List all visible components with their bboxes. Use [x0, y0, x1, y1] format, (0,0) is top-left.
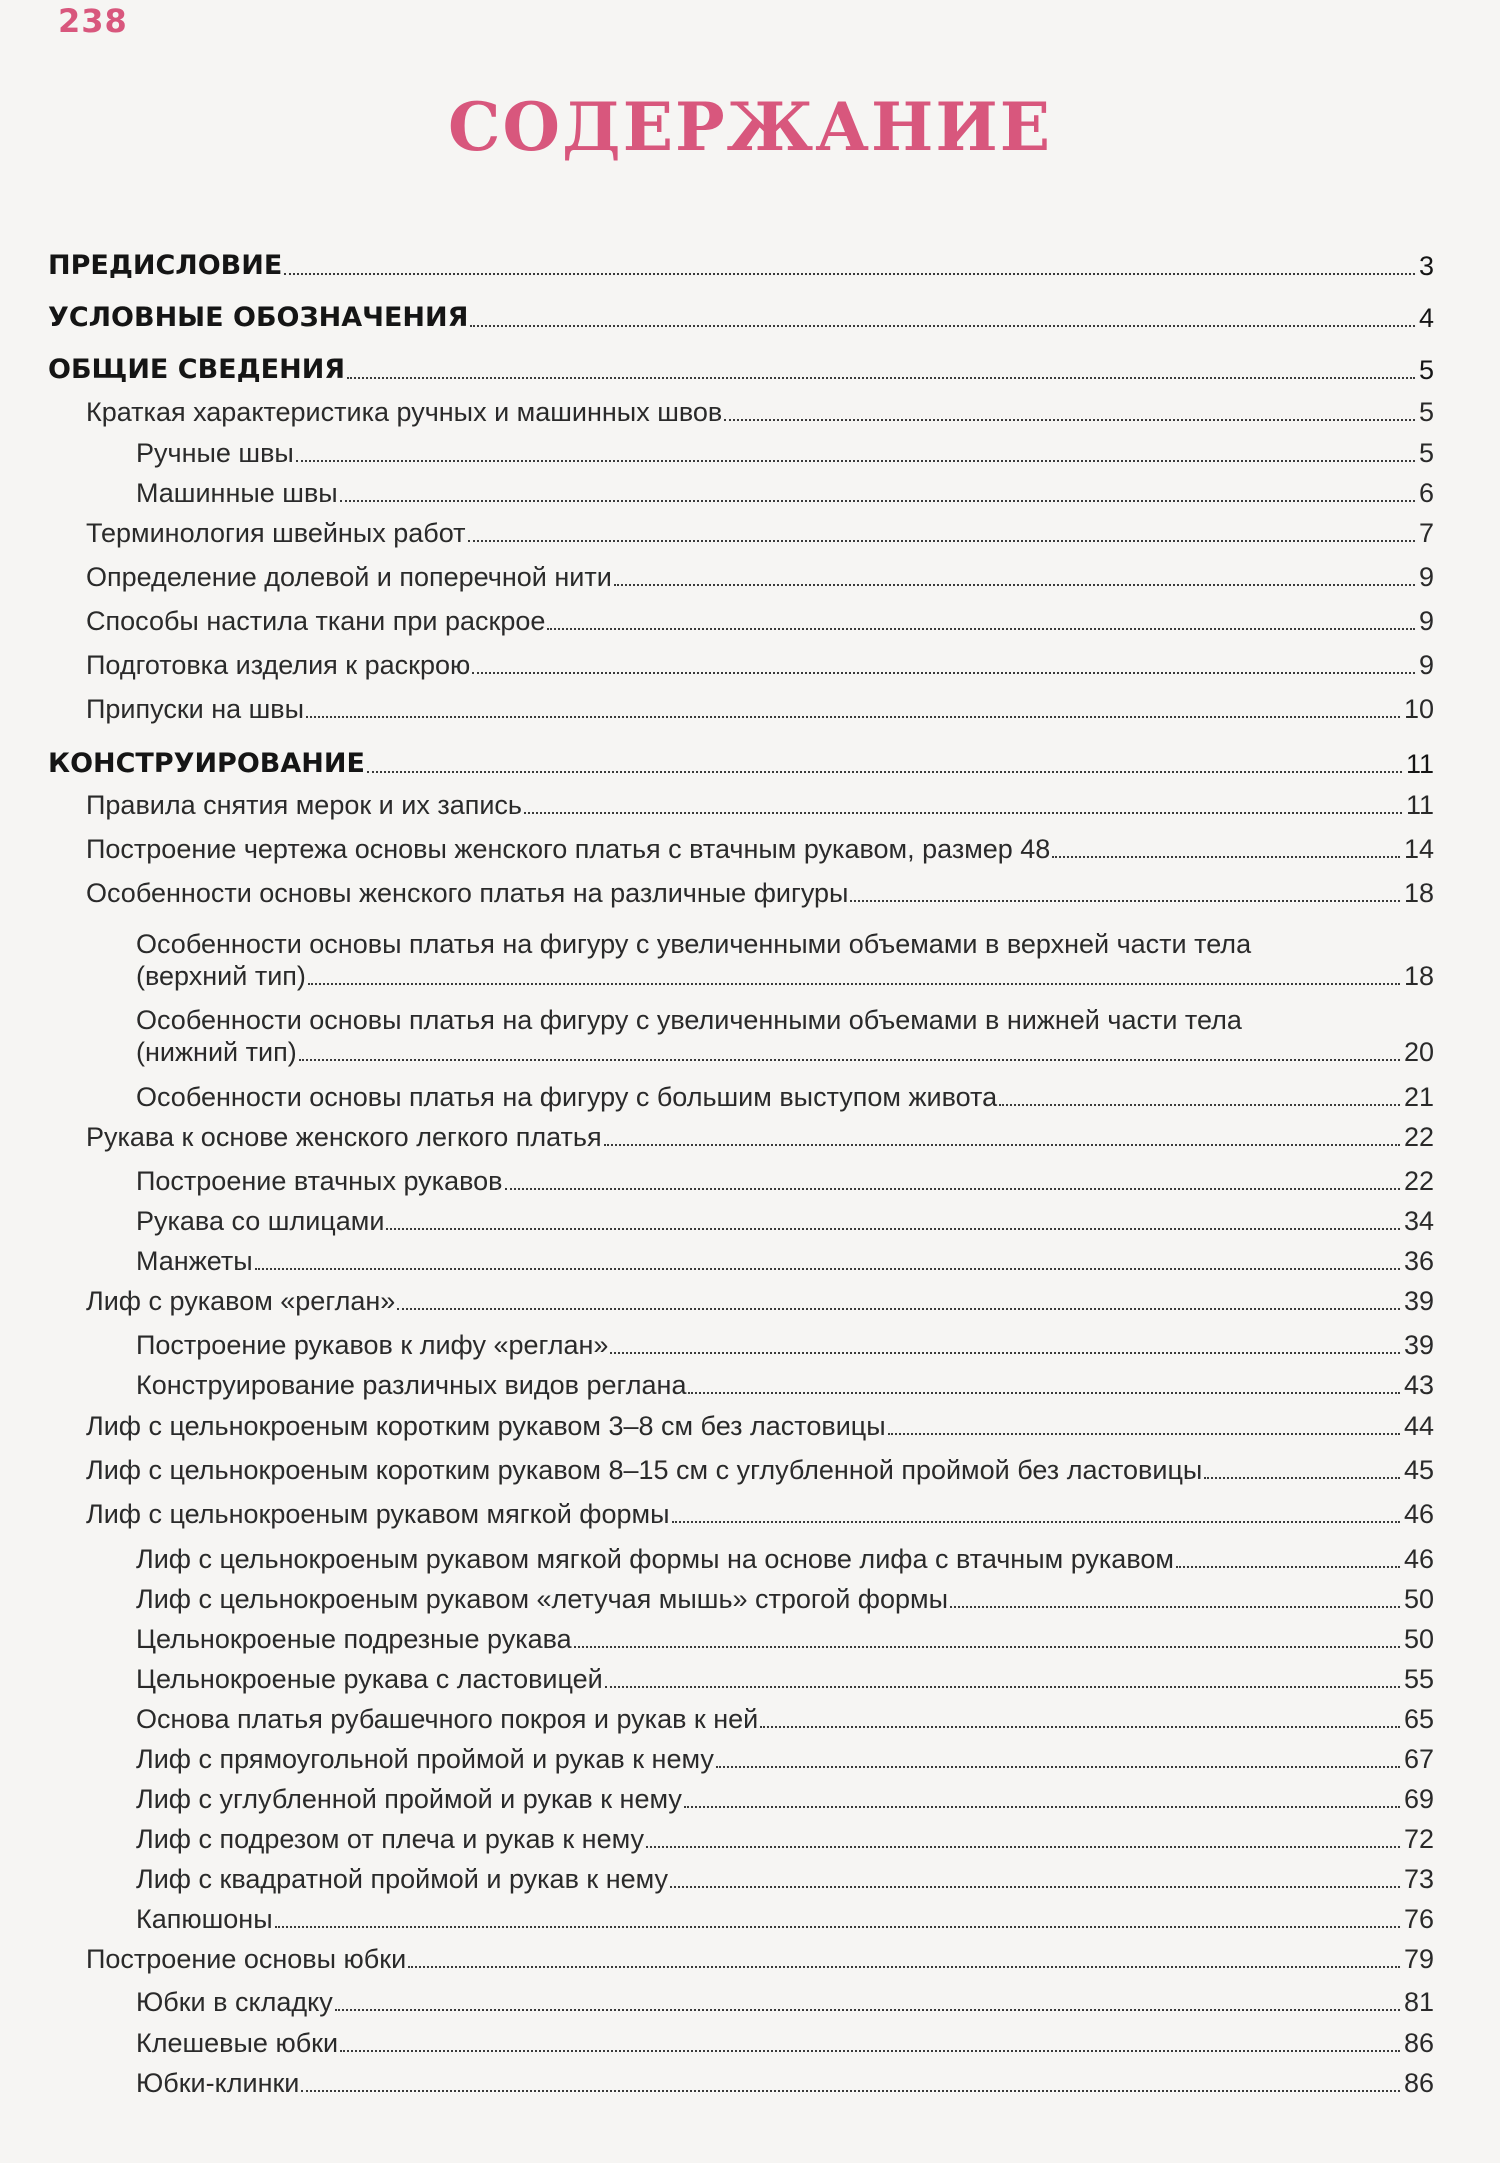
toc-entry-label: Цельнокроеные рукава с ластовицей [136, 1664, 603, 1694]
toc-leader [367, 771, 1402, 773]
toc-entry-label: Машинные швы [136, 478, 338, 508]
toc-entry[interactable] [48, 1903, 1434, 1935]
toc-entry[interactable] [48, 1583, 1434, 1615]
toc-entry[interactable] [48, 1498, 1434, 1530]
toc-entry-page: 55 [1403, 1664, 1434, 1694]
toc-entry-page: 69 [1403, 1784, 1434, 1814]
toc-entry[interactable] [48, 1121, 1434, 1153]
toc-entry-label: Лиф с цельнокроеным рукавом мягкой формы на основе лифа с втачным рукавом [136, 1544, 1174, 1574]
toc-entry-label-continued: (верхний тип) [136, 961, 306, 991]
toc-entry-label: УСЛОВНЫЕ ОБОЗНАЧЕНИЯ [48, 302, 469, 333]
toc-entry-label: Лиф с рукавом «реглан» [86, 1286, 396, 1316]
toc-leader [284, 273, 1415, 275]
toc-entry[interactable] [48, 1285, 1434, 1317]
toc-entry[interactable] [48, 354, 1434, 386]
toc-entry-page: 72 [1403, 1824, 1434, 1854]
toc-entry-page: 3 [1418, 251, 1434, 281]
toc-entry-label: ОБЩИЕ СВЕДЕНИЯ [48, 354, 346, 385]
toc-leader [1052, 856, 1400, 858]
toc-entry-page: 9 [1418, 650, 1434, 680]
toc-leader [999, 1104, 1400, 1106]
toc-entry[interactable] [48, 877, 1434, 909]
toc-entry[interactable] [48, 928, 1434, 992]
toc-leader [524, 812, 1402, 814]
toc-entry-label: Способы настила ткани при раскрое [86, 606, 546, 636]
toc-entry[interactable] [48, 833, 1434, 865]
toc-leader [605, 1686, 1400, 1688]
toc-entry-label: Припуски на швы [86, 694, 305, 724]
toc-entry[interactable] [48, 302, 1434, 334]
toc-entry-label: Лиф с квадратной проймой и рукав к нему [136, 1864, 669, 1894]
toc-entry[interactable] [48, 1823, 1434, 1855]
toc-entry-label: Подготовка изделия к раскрою [86, 650, 471, 680]
toc-entry[interactable] [48, 517, 1434, 549]
toc-entry[interactable] [48, 1663, 1434, 1695]
toc-leader [950, 1606, 1400, 1608]
toc-entry-page: 9 [1418, 606, 1434, 636]
toc-entry-page: 67 [1403, 1744, 1434, 1774]
toc-entry[interactable] [48, 789, 1434, 821]
toc-entry-label: Капюшоны [136, 1904, 273, 1934]
toc-entry-page: 5 [1418, 397, 1434, 427]
toc-leader [688, 1392, 1399, 1394]
toc-entry-page: 9 [1418, 562, 1434, 592]
toc-entry-label: Конструирование различных видов реглана [136, 1370, 687, 1400]
toc-entry-label: Краткая характеристика ручных и машинных швов [86, 397, 723, 427]
toc-entry-label: Лиф с цельнокроеным коротким рукавом 8–15 см с углубленной проймой без ластовицы [86, 1455, 1203, 1485]
toc-leader [604, 1144, 1400, 1146]
toc-entry-page: 20 [1403, 1037, 1434, 1067]
toc-leader [724, 419, 1415, 421]
toc-entry[interactable] [48, 437, 1434, 469]
toc-entry[interactable] [48, 477, 1434, 509]
toc-entry-page: 39 [1403, 1286, 1434, 1316]
toc-leader [299, 1059, 1400, 1061]
toc-entry-page: 14 [1403, 834, 1434, 864]
toc-entry[interactable] [48, 1703, 1434, 1735]
toc-entry-page: 65 [1403, 1704, 1434, 1734]
toc-entry-label: Лиф с прямоугольной проймой и рукав к нему [136, 1744, 714, 1774]
toc-entry[interactable] [48, 2067, 1434, 2099]
toc-entry[interactable] [48, 1410, 1434, 1442]
toc-leader [275, 1926, 1400, 1928]
toc-entry[interactable] [48, 396, 1434, 428]
toc-leader [468, 540, 1415, 542]
toc-entry[interactable] [48, 605, 1434, 637]
toc-entry[interactable] [48, 693, 1434, 725]
toc-entry[interactable] [48, 1205, 1434, 1237]
toc-entry-page: 4 [1418, 303, 1434, 333]
toc-entry[interactable] [48, 649, 1434, 681]
toc-entry-page: 11 [1405, 749, 1434, 779]
page-title: СОДЕРЖАНИЕ [447, 88, 1052, 166]
toc-leader [301, 2090, 1400, 2092]
toc-entry-page: 6 [1418, 478, 1434, 508]
toc-leader [472, 672, 1415, 674]
toc-entry-page: 44 [1403, 1411, 1434, 1441]
toc-leader [308, 983, 1400, 985]
toc-leader [547, 628, 1415, 630]
toc-entry[interactable] [48, 1543, 1434, 1575]
toc-entry[interactable] [48, 1165, 1434, 1197]
toc-leader [614, 584, 1415, 586]
toc-leader [574, 1646, 1400, 1648]
toc-entry[interactable] [48, 1783, 1434, 1815]
toc-leader [340, 2050, 1400, 2052]
toc-leader [1176, 1566, 1400, 1568]
toc-leader [255, 1268, 1400, 1270]
toc-entry[interactable] [48, 2027, 1434, 2059]
toc-leader [672, 1521, 1400, 1523]
toc-entry-label: ПРЕДИСЛОВИЕ [48, 250, 283, 281]
toc-entry-label: Основа платья рубашечного покроя и рукав к ней [136, 1704, 759, 1734]
toc-leader [716, 1766, 1400, 1768]
toc-entry-label: Особенности основы платья на фигуру с увеличенными объемами в нижней части тела [136, 1005, 1242, 1035]
toc-entry[interactable] [48, 1986, 1434, 2018]
toc-entry-label: Особенности основы платья на фигуру с большим выступом живота [136, 1082, 998, 1112]
toc-entry[interactable] [48, 1454, 1434, 1486]
toc-entry-page: 45 [1403, 1455, 1434, 1485]
toc-entry-page: 50 [1403, 1624, 1434, 1654]
toc-leader [397, 1308, 1400, 1310]
toc-leader [470, 325, 1415, 327]
toc-entry-page: 36 [1403, 1246, 1434, 1276]
toc-entry-page: 22 [1403, 1122, 1434, 1152]
toc-leader [386, 1228, 1400, 1230]
toc-entry[interactable] [48, 1623, 1434, 1655]
toc-entry-page: 43 [1403, 1370, 1434, 1400]
toc-leader [850, 900, 1399, 902]
toc-entry-page: 50 [1403, 1584, 1434, 1614]
toc-entry-label: Лиф с цельнокроеным рукавом мягкой формы [86, 1499, 670, 1529]
toc-entry-label: Терминология швейных работ [86, 518, 466, 548]
toc-entry-label: Лиф с подрезом от плеча и рукав к нему [136, 1824, 644, 1854]
toc-entry-label: Юбки в складку [136, 1987, 333, 2017]
toc-entry-page: 86 [1403, 2028, 1434, 2058]
toc-entry-page: 46 [1403, 1544, 1434, 1574]
toc-leader [684, 1806, 1400, 1808]
toc-entry-page: 7 [1418, 518, 1434, 548]
toc-entry-page: 46 [1403, 1499, 1434, 1529]
toc-entry-page: 18 [1403, 878, 1434, 908]
toc-entry-label-continued: (нижний тип) [136, 1037, 297, 1067]
toc-entry-label: Манжеты [136, 1246, 253, 1276]
toc-entry-page: 81 [1403, 1987, 1434, 2017]
toc-leader [760, 1726, 1400, 1728]
toc-entry-page: 22 [1403, 1166, 1434, 1196]
toc-entry-page: 5 [1418, 355, 1434, 385]
toc-entry-page: 5 [1418, 438, 1434, 468]
toc-entry-label: Особенности основы женского платья на различные фигуры [86, 878, 849, 908]
toc-entry[interactable] [48, 1081, 1434, 1113]
toc-entry-label: Лиф с цельнокроеным рукавом «летучая мышь» строгой формы [136, 1584, 948, 1614]
toc-entry-label: Ручные швы [136, 438, 294, 468]
toc-leader [646, 1846, 1400, 1848]
toc-entry[interactable] [48, 1329, 1434, 1361]
toc-entry-label: Построение основы юбки [86, 1944, 407, 1974]
toc-entry-page: 86 [1403, 2068, 1434, 2098]
toc-entry-page: 21 [1403, 1082, 1434, 1112]
toc-leader [670, 1886, 1400, 1888]
toc-leader [408, 1966, 1400, 1968]
toc-entry-page: 34 [1403, 1206, 1434, 1236]
toc-entry-label: КОНСТРУИРОВАНИЕ [48, 748, 365, 779]
toc-entry[interactable] [48, 1245, 1434, 1277]
toc-entry-page: 18 [1403, 961, 1434, 991]
toc-entry-label: Клешевые юбки [136, 2028, 339, 2058]
toc-leader [340, 500, 1415, 502]
toc-entry-label: Рукава к основе женского легкого платья [86, 1122, 602, 1152]
toc-entry-label: Построение чертежа основы женского платья с втачным рукавом, размер 48 [86, 834, 1051, 864]
toc-entry-label: Рукава со шлицами [136, 1206, 385, 1236]
toc-entry-page: 76 [1403, 1904, 1434, 1934]
toc-leader [888, 1433, 1400, 1435]
toc-entry[interactable] [48, 561, 1434, 593]
toc-leader [335, 2009, 1400, 2011]
toc-leader [610, 1352, 1400, 1354]
toc-leader [296, 460, 1415, 462]
toc-entry-page: 39 [1403, 1330, 1434, 1360]
toc-entry[interactable] [48, 1004, 1434, 1068]
toc-leader [347, 377, 1415, 379]
toc-entry[interactable] [48, 1943, 1434, 1975]
toc-entry[interactable] [48, 1863, 1434, 1895]
toc-entry[interactable] [48, 1743, 1434, 1775]
toc-entry-label: Правила снятия мерок и их запись [86, 790, 522, 820]
toc-leader [505, 1188, 1400, 1190]
toc-entry-label: Построение втачных рукавов [136, 1166, 503, 1196]
toc-leader [1204, 1477, 1400, 1479]
toc-entry-page: 11 [1405, 790, 1434, 820]
page-number: 238 [58, 2, 128, 40]
toc-entry[interactable] [48, 250, 1434, 282]
toc-entry-label: Юбки-клинки [136, 2068, 300, 2098]
toc-entry[interactable] [48, 1369, 1434, 1401]
toc-entry[interactable] [48, 748, 1434, 780]
toc-entry-label: Лиф с углубленной проймой и рукав к нему [136, 1784, 682, 1814]
toc-entry-page: 79 [1403, 1944, 1434, 1974]
toc-entry-label: Построение рукавов к лифу «реглан» [136, 1330, 609, 1360]
toc-entry-label: Цельнокроеные подрезные рукава [136, 1624, 572, 1654]
toc-entry-label: Лиф с цельнокроеным коротким рукавом 3–8 см без ластовицы [86, 1411, 886, 1441]
toc-entry-page: 73 [1403, 1864, 1434, 1894]
toc-entry-page: 10 [1403, 694, 1434, 724]
toc-entry-label: Особенности основы платья на фигуру с увеличенными объемами в верхней части тела [136, 929, 1252, 959]
toc-leader [306, 716, 1400, 718]
toc-entry-label: Определение долевой и поперечной нити [86, 562, 612, 592]
